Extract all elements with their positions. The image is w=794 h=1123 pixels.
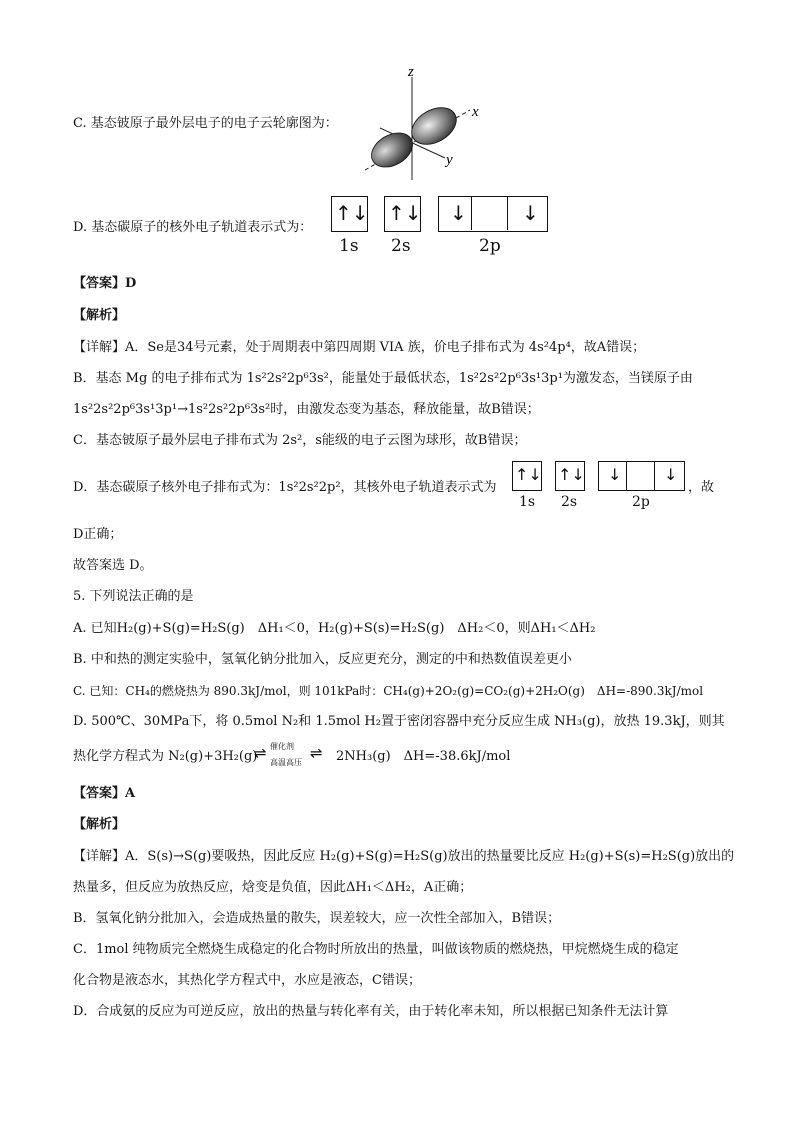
q5-option-d2-post: 2NH₃(g) ΔH=-38.6kJ/mol <box>336 749 511 764</box>
q5-analysis-heading: 【解析】 <box>73 817 126 832</box>
orbital-diagram-large <box>331 196 551 261</box>
orbital-box-1s <box>331 196 368 232</box>
q4-conclusion: 故答案选 D。 <box>73 558 153 573</box>
q4-detail-b1: B．基态 Mg 的电子排布式为 1s²2s²2p⁶3s²，能量处于最低状态，1s²2s²2p⁶3s¹3p¹为激发态，当镁原子由 <box>73 371 693 386</box>
spin-down-icon: ↓ <box>450 201 467 225</box>
reaction-condition <box>254 741 326 771</box>
q4-detail-a: 【详解】A．Se是34号元素，处于周期表中第四周期 VIA 族，价电子排布式为 4s²4p⁴，故A错误； <box>73 340 646 355</box>
q5-option-b: B. 中和热的测定实验中，氢氧化钠分批加入，反应更充分，测定的中和热数值误差更小 <box>73 652 572 667</box>
orbital-box-1s-small <box>512 461 542 491</box>
q4-detail-d1: D．基态碳原子核外电子排布式为：1s²2s²2p²，其核外电子轨道表示式为 <box>73 480 497 495</box>
spin-down-icon: ↓ <box>608 465 622 484</box>
orbital-box-2p-small <box>598 461 685 491</box>
spin-down-icon: ↓ <box>522 201 539 225</box>
x-axis-label: x <box>472 104 479 120</box>
condition-label: 高温高压 <box>270 758 302 767</box>
q5-option-d2-pre: 热化学方程式为 N₂(g)+3H₂(g) <box>73 749 258 764</box>
equilibrium-arrow-icon: ⇌ <box>254 744 267 762</box>
orbital-diagram-small <box>512 461 687 515</box>
z-axis-label: z <box>408 64 414 80</box>
q4-detail-d1-tail: ，故 <box>688 480 715 495</box>
spin-up-down-icon: ↑↓ <box>388 201 422 225</box>
q4-answer: 【答案】D <box>73 276 137 291</box>
orbital-box-2s-small <box>555 461 585 491</box>
catalyst-label: 催化剂 <box>270 742 294 751</box>
q5-answer: 【答案】A <box>73 786 136 801</box>
q5-detail-d: D．合成氨的反应为可逆反应，放出的热量与转化率有关，由于转化率未知，所以根据已知条件无法计算 <box>73 1004 669 1019</box>
p-orbital-diagram <box>360 62 490 182</box>
q5-stem: 5. 下列说法正确的是 <box>73 589 194 604</box>
spin-up-down-icon: ↑↓ <box>335 201 369 225</box>
q4-detail-b2: 1s²2s²2p⁶3s¹3p¹→1s²2s²2p⁶3s²时，由激发态变为基态，释放能量，故B错误； <box>73 402 540 417</box>
q4-analysis-heading: 【解析】 <box>73 308 126 323</box>
q4-detail-c: C．基态铍原子最外层电子排布式为 2s²，s能级的电子云图为球形，故B错误； <box>73 433 527 448</box>
label-2p: 2p <box>479 236 501 256</box>
spin-up-down-icon: ↑↓ <box>558 465 585 484</box>
label-1s: 1s <box>339 236 359 256</box>
spin-down-icon: ↓ <box>664 465 678 484</box>
orbital-box-2p <box>438 196 548 232</box>
q5-option-d1: D. 500℃、30MPa下，将 0.5mol N₂和 1.5mol H₂置于密闭容器中充分反应生成 NH₃(g)，放热 19.3kJ，则其 <box>73 714 725 729</box>
q5-detail-c1: C．1mol 纯物质完全燃烧生成稳定的化合物时所放出的热量，叫做该物质的燃烧热，甲烷燃烧生成的稳定 <box>73 942 679 957</box>
spin-up-down-icon: ↑↓ <box>515 465 542 484</box>
orbital-box-2s <box>384 196 421 232</box>
q5-detail-c2: 化合物是液态水，其热化学方程式中，水应是液态，C错误； <box>73 973 421 988</box>
q5-detail-b: B．氢氧化钠分批加入，会造成热量的散失，误差较大，应一次性全部加入，B错误； <box>73 911 561 926</box>
label-2p-small: 2p <box>632 494 650 510</box>
q5-option-a: A. 已知H₂(g)+S(g)=H₂S(g) ΔH₁＜0，H₂(g)+S(s)=H₂S(g) ΔH₂＜0，则ΔH₁＜ΔH₂ <box>73 621 596 636</box>
label-2s: 2s <box>391 236 411 256</box>
q4-detail-d2: D正确； <box>73 527 123 542</box>
equilibrium-arrow-icon: ⇌ <box>310 744 323 762</box>
q5-detail-a2: 热量多，但反应为放热反应，焓变是负值，因此ΔH₁＜ΔH₂，A正确； <box>73 880 473 895</box>
q4-option-c: C. 基态铍原子最外层电子的电子云轮廓图为： <box>73 116 338 131</box>
q5-option-c: C. 已知：CH₄的燃烧热为 890.3kJ/mol，则 101kPa时：CH₄(g)+2O₂(g)=CO₂(g)+2H₂O(g) ΔH=-890.3kJ/mol <box>73 684 704 698</box>
label-2s-small: 2s <box>561 494 578 510</box>
label-1s-small: 1s <box>519 494 536 510</box>
q5-detail-a1: 【详解】A．S(s)→S(g)要吸热，因此反应 H₂(g)+S(g)=H₂S(g)放出的热量要比反应 H₂(g)+S(s)=H₂S(g)放出的 <box>73 849 735 864</box>
q4-option-d: D. 基态碳原子的核外电子轨道表示式为： <box>73 220 313 235</box>
y-axis-label: y <box>446 152 453 168</box>
